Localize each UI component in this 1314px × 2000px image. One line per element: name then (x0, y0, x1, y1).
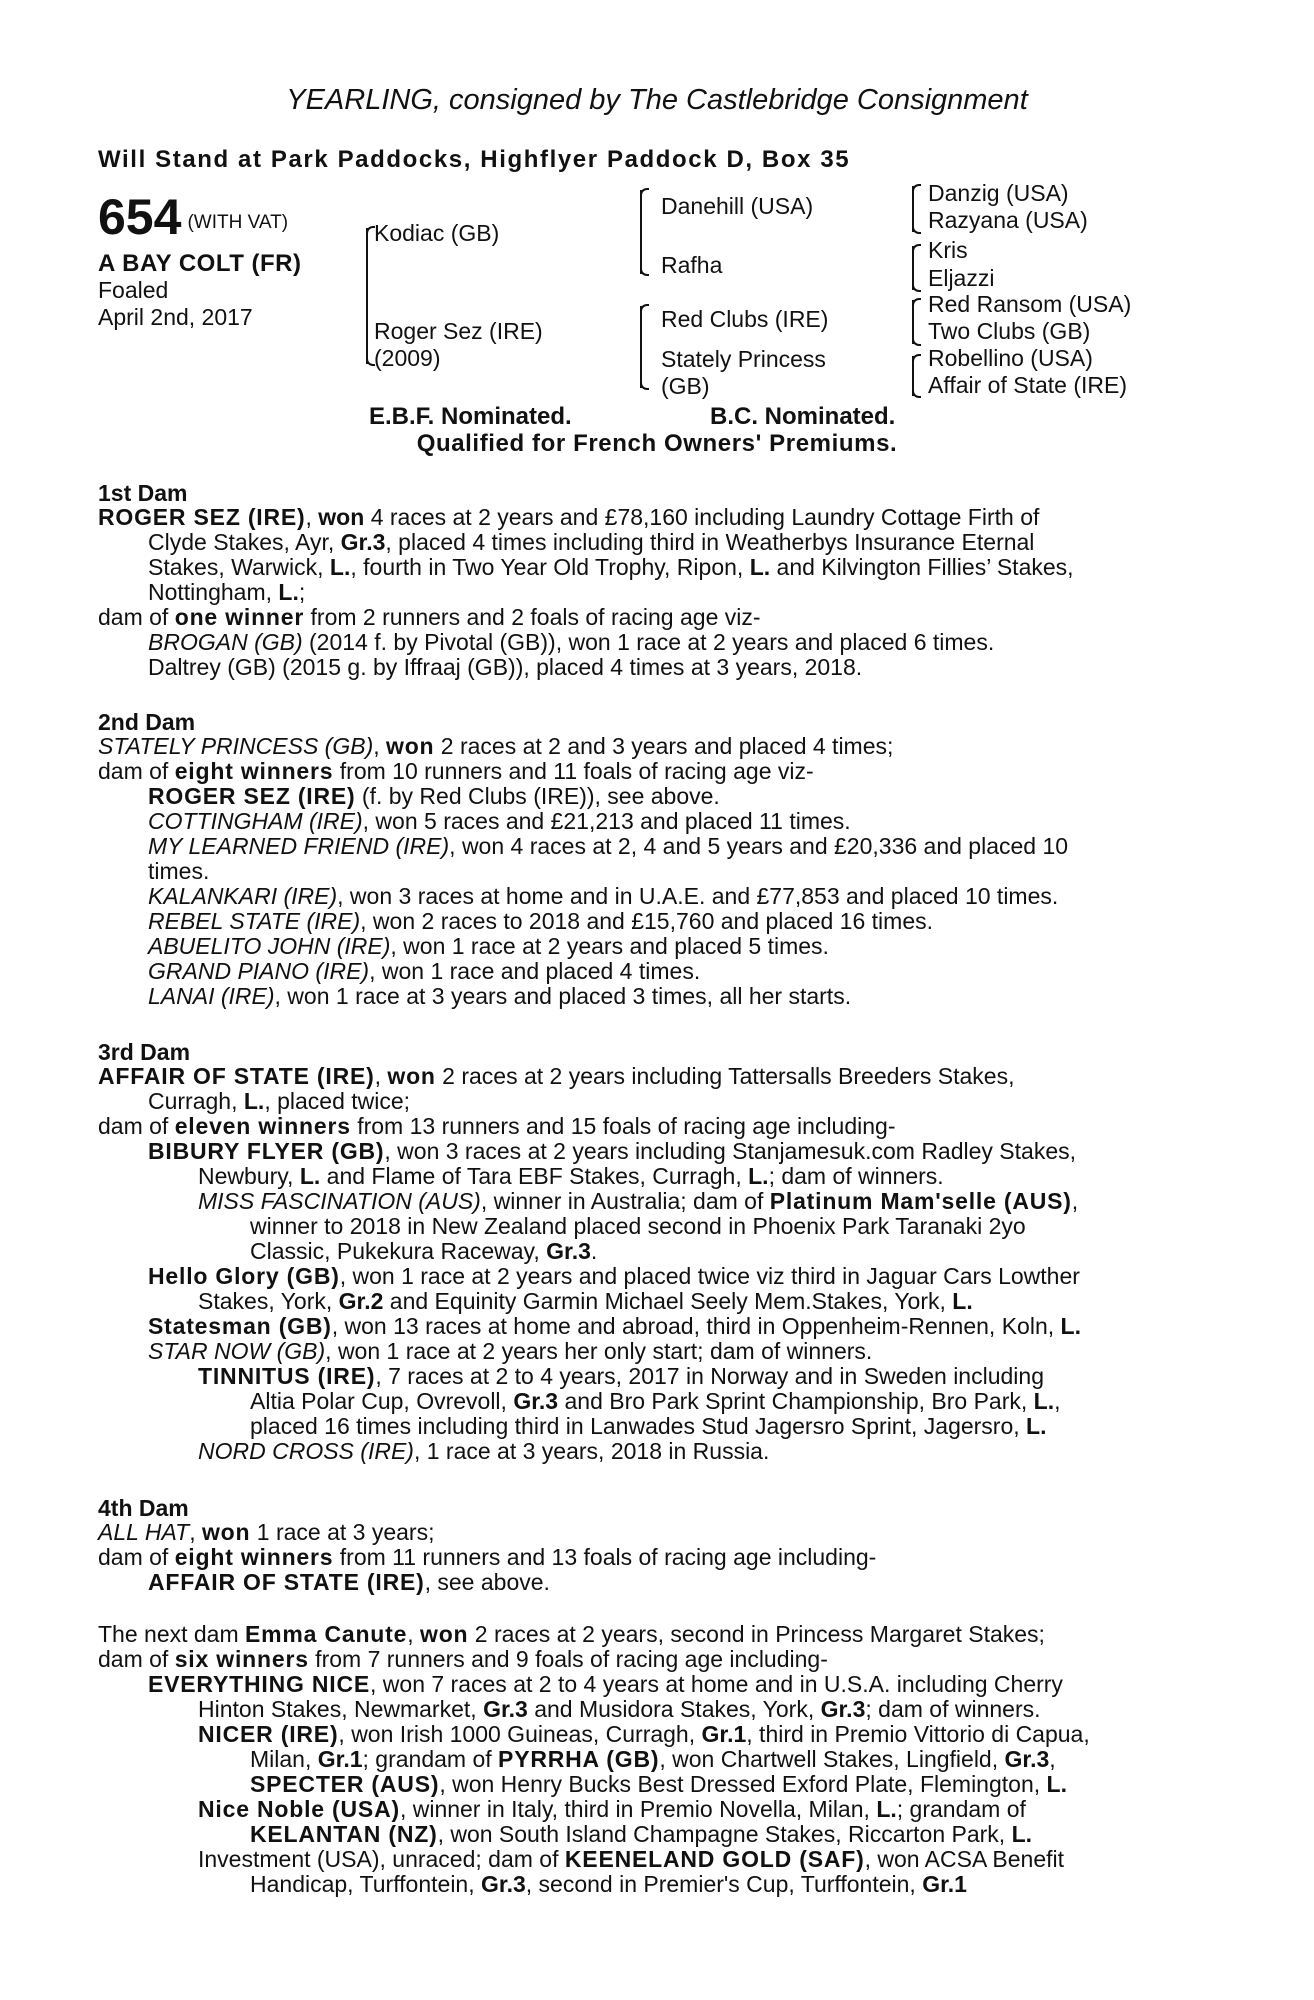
text: Nottingham, (148, 579, 279, 605)
first-dam-heading: 1st Dam (98, 480, 188, 506)
text: and Musidora Stakes, York, (527, 1696, 821, 1722)
text: , (1054, 1388, 1061, 1414)
text: from 2 runners and 2 foals of racing age viz- (304, 604, 761, 630)
listed: L. (1046, 1771, 1067, 1797)
won-label: won (420, 1621, 469, 1647)
winners-count: eleven winners (174, 1113, 351, 1139)
third-dam-line-6 (198, 1189, 1078, 1215)
horse-name: MISS FASCINATION (AUS) (198, 1188, 481, 1214)
lot-number (98, 189, 289, 245)
grade: Gr.3 (481, 1871, 526, 1897)
text: 2 races at 2 and 3 years and placed 4 times; (434, 733, 894, 759)
won-label: won (318, 504, 365, 530)
text: placed 16 times including third in Lanwades Stud Jagersro Sprint, Jagersro, (250, 1413, 1027, 1439)
horse-name: NICER (IRE) (198, 1721, 339, 1747)
grade: Gr.1 (922, 1871, 967, 1897)
horse-name: TINNITUS (IRE) (198, 1363, 376, 1389)
text: Milan, (250, 1746, 318, 1772)
horse-name: KEENELAND GOLD (SAF) (564, 1846, 865, 1872)
third-dam-line-1: AFFAIR OF STATE (IRE), won 2 races at 2 years including Tattersalls Breeders Stakes, (98, 1063, 1015, 1089)
bc-nominated: B.C. Nominated. (710, 403, 896, 430)
fourth-dam-line-3 (148, 1570, 550, 1596)
horse-name: SPECTER (AUS) (250, 1771, 440, 1797)
text: , (407, 1621, 420, 1647)
next-dam-line-10 (198, 1847, 1064, 1873)
brace-g3 (912, 300, 914, 344)
text: Clyde Stakes, Ayr, (148, 529, 341, 555)
text: dam of (98, 1113, 175, 1139)
brace-sire (640, 190, 642, 274)
text: 1 race at 3 years; (250, 1519, 435, 1545)
stable-location: Will Stand at Park Paddocks, Highflyer Paddock D, Box 35 (98, 146, 851, 173)
sire-sire: Danehill (USA) (661, 193, 814, 219)
grade: Gr.3 (483, 1696, 528, 1722)
winners-count: six winners (174, 1646, 309, 1672)
text: , see above. (424, 1569, 550, 1595)
third-dam-line-10 (198, 1289, 973, 1315)
text: and Bro Park Sprint Championship, Bro Park, (558, 1388, 1034, 1414)
text: from 10 runners and 11 foals of racing age viz- (333, 758, 814, 784)
text: Investment (USA), unraced; dam of (198, 1846, 565, 1872)
listed: L. (876, 1796, 897, 1822)
sire-dam: Rafha (661, 252, 723, 278)
horse-name: STAR NOW (GB) (148, 1338, 326, 1364)
third-dam-line-3 (98, 1114, 895, 1140)
second-dam-line-2 (98, 759, 814, 785)
horse-name: Platinum Mam'selle (AUS) (769, 1188, 1072, 1214)
text: ; grandam of (896, 1796, 1026, 1822)
grade: Gr.1 (317, 1746, 363, 1772)
text: ; dam of winners. (768, 1163, 944, 1189)
text: , (1071, 1188, 1079, 1214)
horse-name: LANAI (IRE) (148, 983, 275, 1009)
horse-name: KALANKARI (IRE) (148, 883, 338, 909)
dam-year: (2009) (374, 345, 441, 371)
third-dam-line-14 (250, 1389, 1061, 1415)
text: , won 1 race and placed 4 times. (369, 958, 701, 984)
won-label: won (386, 733, 435, 759)
text: from 13 runners and 15 foals of racing age including- (350, 1113, 896, 1139)
first-dam-line-3 (148, 555, 1074, 581)
second-dam-line-1: STATELY PRINCESS (GB), won 2 races at 2 and 3 years and placed 4 times; (98, 733, 894, 759)
text: Classic, Pukekura Raceway, (250, 1238, 547, 1264)
third-dam-line-13 (198, 1364, 1044, 1390)
lot-description: A BAY COLT (FR) (98, 250, 302, 277)
third-dam-line-8 (250, 1239, 597, 1265)
third-dam-line-15 (250, 1414, 1047, 1440)
horse-name: NORD CROSS (IRE) (198, 1438, 414, 1464)
grade: Gr.3 (1004, 1746, 1050, 1772)
text: , (189, 1519, 202, 1545)
next-dam-line-11 (250, 1872, 967, 1898)
horse-name: STATELY PRINCESS (GB) (98, 733, 374, 759)
text: , won 1 race at 3 years and placed 3 times, all her starts. (274, 983, 852, 1009)
text: dam of (98, 758, 175, 784)
text: dam of (98, 604, 175, 630)
text: ; dam of winners. (865, 1696, 1041, 1722)
foaled-info (98, 277, 253, 331)
winners-count: eight winners (174, 1544, 334, 1570)
ancestor-8: Affair of State (IRE) (928, 372, 1127, 398)
listed: L. (952, 1288, 973, 1314)
text: , won 3 races at home and in U.A.E. and £77,853 and placed 10 times. (337, 883, 1059, 909)
next-dam-line-1 (98, 1622, 1045, 1648)
second-dam-line-7 (148, 884, 1058, 910)
next-dam-line-7 (250, 1772, 1067, 1798)
horse-name: AFFAIR OF STATE (IRE) (148, 1569, 425, 1595)
horse-name: Hello Glory (GB) (148, 1263, 340, 1289)
text: dam of (98, 1544, 175, 1570)
dam-sire: Red Clubs (IRE) (661, 306, 829, 332)
listed: L. (299, 1163, 321, 1189)
dam-dam: Stately Princess (661, 346, 826, 372)
horse-name: ALL HAT (98, 1519, 190, 1545)
horse-name: AFFAIR OF STATE (IRE) (98, 1063, 375, 1089)
horse-name: BIBURY FLYER (GB) (148, 1138, 385, 1164)
text: . (590, 1238, 598, 1264)
second-dam-line-11 (148, 984, 851, 1010)
text: , won 1 race at 2 years and placed 5 times. (390, 933, 829, 959)
ancestor-6: Two Clubs (GB) (928, 318, 1091, 344)
third-dam-line-9 (148, 1264, 1080, 1290)
text: Curragh, (148, 1088, 244, 1114)
race-record: 4 races at 2 years and £78,160 including Laundry Cottage Firth of (370, 504, 1040, 530)
french-premiums: Qualified for French Owners' Premiums. (416, 430, 898, 457)
first-dam-line-6 (148, 630, 994, 656)
first-dam-line-5 (98, 605, 761, 631)
horse-name: BROGAN (GB) (148, 629, 303, 655)
page-title: YEARLING, consigned by The Castlebridge Consignment (286, 84, 1028, 116)
ancestor-7: Robellino (USA) (928, 345, 1093, 371)
grade: Gr.3 (340, 529, 386, 555)
third-dam-line-12 (148, 1339, 872, 1365)
listed: L. (278, 579, 299, 605)
ancestor-2: Razyana (USA) (928, 207, 1088, 233)
third-dam-line-2 (148, 1089, 410, 1115)
text: , third in Premio Vittorio di Capua, (746, 1721, 1090, 1747)
won-label: won (201, 1519, 251, 1545)
text: (f. by Red Clubs (IRE)), see above. (355, 783, 720, 809)
next-dam-line-8 (198, 1797, 1026, 1823)
horse-name: COTTINGHAM (IRE) (148, 808, 363, 834)
text: , fourth in Two Year Old Trophy, Ripon, (350, 554, 750, 580)
first-dam-line-7: Daltrey (GB) (2015 g. by Iffraaj (GB)), placed 4 times at 3 years, 2018. (148, 654, 863, 680)
text: and Equinity Garmin Michael Seely Mem.Stakes, York, (383, 1288, 953, 1314)
text: dam of (98, 1646, 175, 1672)
listed: L. (1060, 1313, 1081, 1339)
text: , won 5 races and £21,213 and placed 11 times. (362, 808, 851, 834)
second-dam-line-10 (148, 959, 700, 985)
text: and Flame of Tara EBF Stakes, Curragh, (320, 1163, 749, 1189)
text: from 11 runners and 13 foals of racing age including- (333, 1544, 877, 1570)
next-dam-line-5 (198, 1722, 1090, 1748)
text: Altia Polar Cup, Ovrevoll, (250, 1388, 514, 1414)
text: ; (298, 579, 306, 605)
brace-g4 (912, 356, 914, 396)
next-dam-line-4 (198, 1697, 1041, 1723)
listed: L. (329, 554, 351, 580)
horse-name: GRAND PIANO (IRE) (148, 958, 370, 984)
ebf-nominated: E.B.F. Nominated. (369, 403, 572, 430)
text: Hinton Stakes, Newmarket, (198, 1696, 484, 1722)
second-dam-line-4 (148, 809, 851, 835)
listed: L. (1026, 1413, 1047, 1439)
text: , winner in Australia; dam of (480, 1188, 770, 1214)
text: 2 races at 2 years including Tattersalls Breeders Stakes, (435, 1063, 1015, 1089)
text: , 7 races at 2 to 4 years, 2017 in Norway and in Sweden including (375, 1363, 1044, 1389)
grade: Gr.2 (338, 1288, 384, 1314)
horse-name: MY LEARNED FRIEND (IRE) (148, 833, 450, 859)
text: , second in Premier's Cup, Turffontein, (525, 1871, 923, 1897)
third-dam-line-7: winner to 2018 in New Zealand placed second in Phoenix Park Taranaki 2yo (250, 1213, 1026, 1239)
text: , placed twice; (264, 1088, 411, 1114)
dam: Roger Sez (IRE) (374, 318, 543, 344)
text: , won 1 race at 2 years her only start; dam of winners. (325, 1338, 873, 1364)
text: , 1 race at 3 years, 2018 in Russia. (413, 1438, 770, 1464)
third-dam-heading: 3rd Dam (98, 1039, 191, 1065)
text: Stakes, Warwick, (148, 554, 330, 580)
winners-count: one winner (174, 604, 305, 630)
dam-name: ROGER SEZ (IRE) (98, 504, 306, 530)
vat-note: (WITH VAT) (187, 212, 289, 233)
text: , won 2 races to 2018 and £15,760 and placed 16 times. (360, 908, 933, 934)
text: , won 3 races at 2 years including Stanjamesuk.com Radley Stakes, (384, 1138, 1077, 1164)
second-dam-heading: 2nd Dam (98, 709, 196, 735)
foaled-label: Foaled (98, 277, 169, 303)
ancestor-3: Kris (928, 237, 968, 263)
next-dam-line-6 (250, 1747, 1056, 1773)
brace-g1 (912, 186, 914, 232)
horse-name: REBEL STATE (IRE) (148, 908, 361, 934)
text: The next dam (98, 1621, 246, 1647)
second-dam-line-5 (148, 834, 1068, 860)
dam-dam-country: (GB) (661, 373, 710, 399)
fourth-dam-heading: 4th Dam (98, 1495, 189, 1521)
second-dam-line-6: times. (148, 858, 210, 884)
text: , won 4 races at 2, 4 and 5 years and £20,336 and placed 10 (449, 833, 1069, 859)
text: , won South Island Champagne Stakes, Riccarton Park, (437, 1821, 1012, 1847)
text: , won Henry Bucks Best Dressed Exford Plate, Flemington, (439, 1771, 1047, 1797)
text: , won 13 races at home and abroad, third in Oppenheim-Rennen, Koln, (331, 1313, 1061, 1339)
fourth-dam-line-2 (98, 1545, 876, 1571)
first-dam-line-1: ROGER SEZ (IRE), won 4 races at 2 years and £78,160 including Laundry Cottage Firth of (98, 504, 1040, 530)
grade: Gr.3 (513, 1388, 559, 1414)
ancestor-1: Danzig (USA) (928, 180, 1069, 206)
fourth-dam-line-1 (98, 1520, 434, 1546)
won-label: won (387, 1063, 436, 1089)
text: and Kilvington Fillies’ Stakes, (770, 554, 1074, 580)
grade: Gr.3 (820, 1696, 866, 1722)
text: Stakes, York, (198, 1288, 339, 1314)
first-dam-line-2 (148, 530, 1034, 556)
brace-parents (366, 228, 368, 364)
text: , (1049, 1746, 1056, 1772)
horse-name: Statesman (GB) (148, 1313, 332, 1339)
horse-name: Nice Noble (USA) (198, 1796, 400, 1822)
third-dam-line-11 (148, 1314, 1081, 1340)
second-dam-line-9 (148, 934, 829, 960)
text: ; grandam of (362, 1746, 499, 1772)
text: , won ACSA Benefit (864, 1846, 1065, 1872)
next-dam-line-3 (148, 1672, 1063, 1698)
text: from 7 runners and 9 foals of racing age including- (308, 1646, 828, 1672)
horse-name: EVERYTHING NICE (148, 1671, 371, 1697)
second-dam-line-3 (148, 784, 720, 810)
text: , placed 4 times including third in Weatherbys Insurance Eternal (385, 529, 1035, 555)
horse-name: Emma Canute (245, 1621, 408, 1647)
text: , won 1 race at 2 years and placed twice viz third in Jaguar Cars Lowther (339, 1263, 1080, 1289)
listed: L. (1011, 1821, 1033, 1847)
ancestor-4: Eljazzi (928, 265, 995, 291)
text: (2014 f. by Pivotal (GB)), won 1 race at 2 years and placed 6 times. (302, 629, 995, 655)
winners-count: eight winners (174, 758, 334, 784)
third-dam-line-5 (198, 1164, 944, 1190)
first-dam-line-4 (148, 580, 305, 606)
next-dam-line-2 (98, 1647, 828, 1673)
text: , won Irish 1000 Guineas, Curragh, (338, 1721, 702, 1747)
sire: Kodiac (GB) (374, 220, 500, 246)
horse-name: PYRRHA (GB) (498, 1746, 660, 1772)
text: , won Chartwell Stakes, Lingfield, (659, 1746, 1005, 1772)
ancestor-5: Red Ransom (USA) (928, 291, 1132, 317)
grade: Gr.3 (546, 1238, 591, 1264)
foaled-date: April 2nd, 2017 (98, 304, 253, 330)
horse-name: ABUELITO JOHN (IRE) (148, 933, 391, 959)
horse-name: ROGER SEZ (IRE) (148, 783, 356, 809)
text: , winner in Italy, third in Premio Novella, Milan, (399, 1796, 877, 1822)
third-dam-line-4 (148, 1139, 1076, 1165)
grade: Gr.1 (701, 1721, 747, 1747)
text: Newbury, (198, 1163, 300, 1189)
next-dam-line-9 (250, 1822, 1032, 1848)
listed: L. (243, 1088, 265, 1114)
listed: L. (1033, 1388, 1055, 1414)
listed: L. (749, 554, 771, 580)
horse-name: KELANTAN (NZ) (250, 1821, 438, 1847)
brace-g2 (912, 246, 914, 290)
text: 2 races at 2 years, second in Princess Margaret Stakes; (468, 1621, 1045, 1647)
lot-number-value: 654 (98, 189, 182, 245)
second-dam-line-8 (148, 909, 933, 935)
brace-dam (640, 306, 642, 388)
listed: L. (748, 1163, 769, 1189)
third-dam-line-16 (198, 1439, 769, 1465)
text: , won 7 races at 2 to 4 years at home and in U.S.A. including Cherry (370, 1671, 1063, 1697)
text: Handicap, Turffontein, (250, 1871, 481, 1897)
